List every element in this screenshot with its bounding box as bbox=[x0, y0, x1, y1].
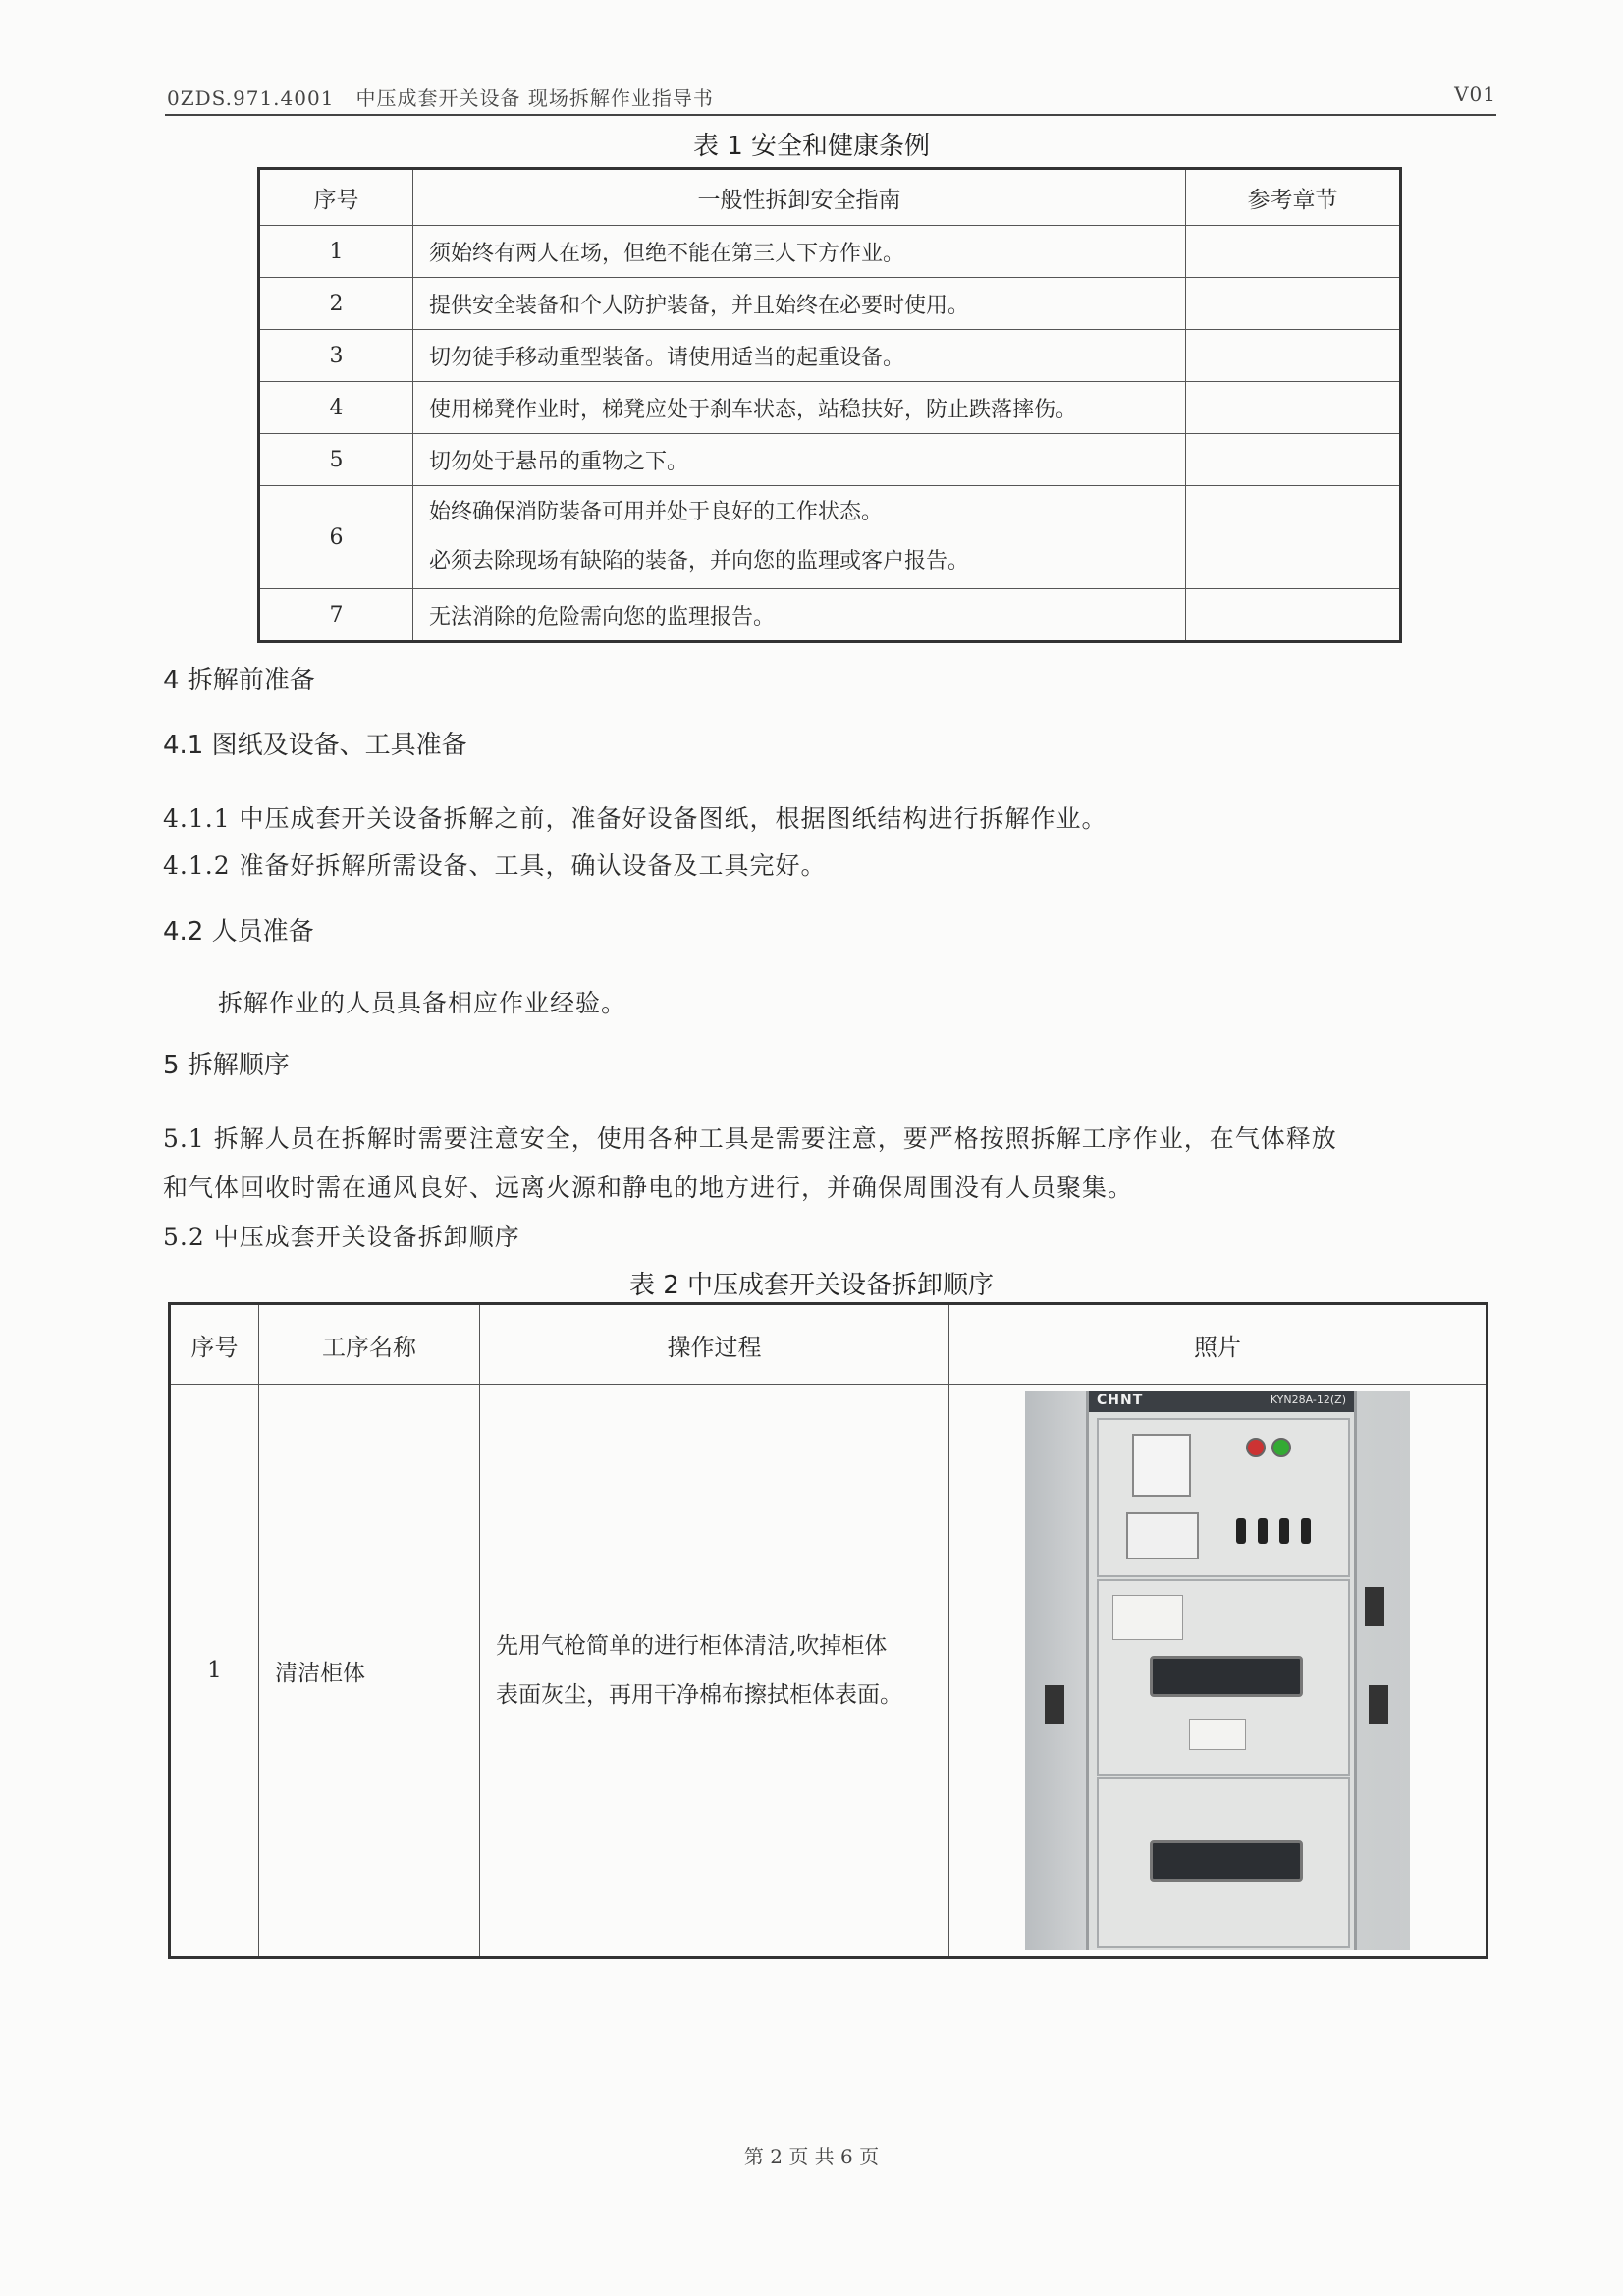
row-ref bbox=[1186, 330, 1401, 382]
cabinet-body bbox=[1086, 1391, 1357, 1950]
col-header-num: 序号 bbox=[259, 169, 413, 226]
col-header-num: 序号 bbox=[170, 1304, 259, 1385]
control-switch bbox=[1258, 1518, 1268, 1544]
row-ref bbox=[1186, 278, 1401, 330]
row-ref bbox=[1186, 486, 1401, 589]
table-header-row bbox=[170, 1304, 1488, 1385]
paragraph-4-1-2: 4.1.2 准备好拆解所需设备、工具，确认设备及工具完好。 bbox=[163, 851, 827, 880]
table-row bbox=[259, 434, 1401, 486]
row-ref bbox=[1186, 434, 1401, 486]
row-text: 无法消除的危险需向您的监理报告。 bbox=[413, 589, 1186, 642]
table-row bbox=[259, 589, 1401, 642]
row-text: 使用梯凳作业时，梯凳应处于刹车状态，站稳扶好，防止跌落摔伤。 bbox=[413, 382, 1186, 434]
paragraph-4-2: 拆解作业的人员具备相应作业经验。 bbox=[218, 989, 627, 1017]
viewing-window bbox=[1150, 1656, 1303, 1697]
row-text: 须始终有两人在场，但绝不能在第三人下方作业。 bbox=[413, 226, 1186, 278]
brand-logo: CHNT bbox=[1097, 1393, 1144, 1408]
row-text: 提供安全装备和个人防护装备，并且始终在必要时使用。 bbox=[413, 278, 1186, 330]
indicator-lamp bbox=[1271, 1438, 1291, 1457]
background-equipment bbox=[1369, 1685, 1388, 1724]
table2-caption: 表 2 中压成套开关设备拆卸顺序 bbox=[628, 1271, 995, 1300]
control-switch bbox=[1236, 1518, 1246, 1544]
paragraph-5-1-line1: 5.1 拆解人员在拆解时需要注意安全，使用各种工具是需要注意，要严格按照拆解工序作业，在气体释放 bbox=[163, 1124, 1337, 1153]
model-label: KYN28A-12(Z) bbox=[1270, 1394, 1346, 1406]
section-4-2-heading: 4.2 人员准备 bbox=[163, 917, 314, 947]
row-process-line: 先用气枪简单的进行柜体清洁,吹掉柜体 bbox=[496, 1633, 888, 1659]
col-header-photo: 照片 bbox=[949, 1304, 1488, 1385]
row-num: 7 bbox=[259, 589, 413, 642]
table-row bbox=[259, 278, 1401, 330]
table-row bbox=[170, 1385, 1488, 1958]
row-num: 5 bbox=[259, 434, 413, 486]
background-equipment bbox=[1045, 1685, 1064, 1724]
safety-table bbox=[257, 167, 1402, 643]
paragraph-5-2: 5.2 中压成套开关设备拆卸顺序 bbox=[163, 1223, 520, 1251]
instrument-compartment bbox=[1097, 1418, 1350, 1577]
row-process-line: 表面灰尘，再用干净棉布擦拭柜体表面。 bbox=[496, 1682, 902, 1708]
viewing-window bbox=[1150, 1840, 1303, 1882]
section-5-heading: 5 拆解顺序 bbox=[163, 1051, 290, 1080]
breaker-compartment bbox=[1097, 1579, 1350, 1776]
header-version: V01 bbox=[1454, 82, 1496, 106]
row-text-line: 必须去除现场有缺陷的装备，并向您的监理或客户报告。 bbox=[429, 549, 970, 574]
row-num: 3 bbox=[259, 330, 413, 382]
section-4-heading: 4 拆解前准备 bbox=[163, 666, 315, 695]
row-num: 1 bbox=[170, 1385, 259, 1958]
disassembly-table bbox=[168, 1302, 1488, 1959]
protection-relay bbox=[1126, 1512, 1199, 1559]
row-text: 切勿徒手移动重型装备。请使用适当的起重设备。 bbox=[413, 330, 1186, 382]
row-ref bbox=[1186, 382, 1401, 434]
background-equipment bbox=[1365, 1587, 1384, 1626]
paragraph-4-1-1: 4.1.1 中压成套开关设备拆解之前，准备好设备图纸，根据图纸结构进行拆解作业。 bbox=[163, 804, 1108, 833]
table-row bbox=[259, 226, 1401, 278]
table-row bbox=[259, 486, 1401, 589]
section-4-1-heading: 4.1 图纸及设备、工具准备 bbox=[163, 731, 467, 760]
paragraph-5-1-line2: 和气体回收时需在通风良好、远离火源和静电的地方进行，并确保周围没有人员聚集。 bbox=[163, 1174, 1134, 1202]
row-num: 2 bbox=[259, 278, 413, 330]
cabinet-brand-bar bbox=[1089, 1391, 1354, 1412]
col-header-guide: 一般性拆卸安全指南 bbox=[413, 169, 1186, 226]
control-switch bbox=[1301, 1518, 1311, 1544]
page-footer: 第 2 页 共 6 页 bbox=[743, 2145, 880, 2168]
switchgear-cabinet-photo bbox=[1025, 1391, 1410, 1950]
control-switch bbox=[1279, 1518, 1289, 1544]
row-text-line: 始终确保消防装备可用并处于良好的工作状态。 bbox=[429, 500, 884, 524]
row-num: 4 bbox=[259, 382, 413, 434]
operation-port bbox=[1189, 1719, 1246, 1750]
row-process bbox=[480, 1385, 949, 1958]
table-row bbox=[259, 330, 1401, 382]
meter-display bbox=[1132, 1434, 1191, 1497]
col-header-ref: 参考章节 bbox=[1186, 169, 1401, 226]
row-step-name: 清洁柜体 bbox=[259, 1385, 480, 1958]
table1-caption: 表 1 安全和健康条例 bbox=[692, 132, 931, 161]
table-row bbox=[259, 382, 1401, 434]
page-header bbox=[165, 77, 1496, 116]
table-header-row bbox=[259, 169, 1401, 226]
col-header-process: 操作过程 bbox=[480, 1304, 949, 1385]
indicator-lamp bbox=[1246, 1438, 1266, 1457]
row-num: 6 bbox=[259, 486, 413, 589]
row-ref bbox=[1186, 589, 1401, 642]
header-doc-id-title: 0ZDS.971.4001 中压成套开关设备 现场拆解作业指导书 bbox=[167, 86, 714, 110]
row-text: 切勿处于悬吊的重物之下。 bbox=[413, 434, 1186, 486]
row-ref bbox=[1186, 226, 1401, 278]
warning-plate bbox=[1112, 1595, 1183, 1640]
col-header-step-name: 工序名称 bbox=[259, 1304, 480, 1385]
row-photo bbox=[949, 1385, 1488, 1958]
row-num: 1 bbox=[259, 226, 413, 278]
cable-compartment bbox=[1097, 1777, 1350, 1948]
row-text bbox=[413, 486, 1186, 589]
